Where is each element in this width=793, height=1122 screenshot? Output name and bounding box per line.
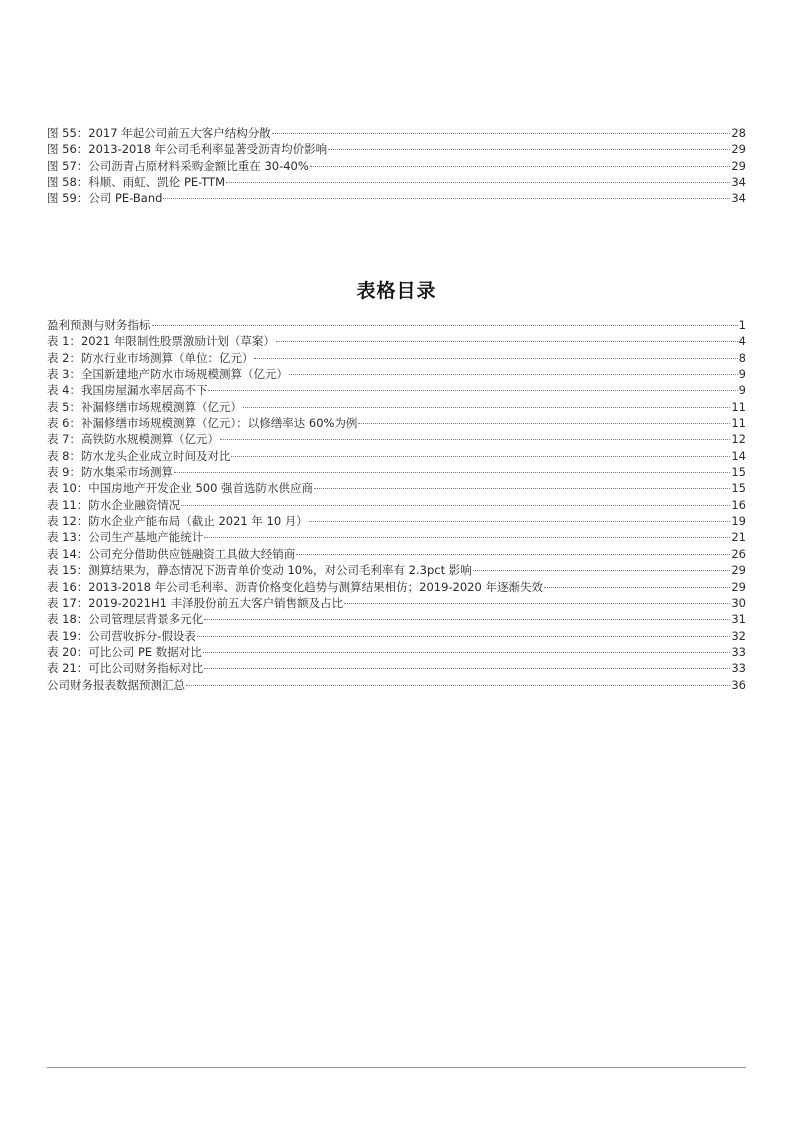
toc-entry[interactable] [47, 497, 746, 513]
toc-entry-page: 15 [731, 465, 746, 480]
toc-dot-leader [310, 166, 731, 167]
toc-dot-leader [276, 341, 738, 342]
toc-entry-page: 29 [731, 158, 746, 173]
toc-dot-leader [314, 488, 730, 489]
toc-entry-page: 34 [731, 191, 746, 206]
toc-entry-page: 26 [731, 546, 746, 561]
toc-entry-page: 29 [731, 579, 746, 594]
toc-dot-leader [204, 668, 730, 669]
toc-entry-page: 34 [731, 175, 746, 190]
toc-entry-label: 图 59：公司 PE-Band [47, 191, 163, 206]
toc-entry-label: 盈利预测与财务指标 [47, 318, 151, 332]
toc-entry-page: 14 [731, 448, 746, 463]
toc-entry[interactable] [47, 174, 746, 190]
toc-dot-leader [243, 407, 730, 408]
toc-entry[interactable] [47, 562, 746, 578]
toc-entry[interactable] [47, 333, 746, 349]
toc-entry-page: 36 [731, 677, 746, 692]
toc-entry[interactable] [47, 480, 746, 496]
toc-entry-label: 表 20：可比公司 PE 数据对比 [47, 644, 202, 659]
toc-dot-leader [163, 198, 730, 199]
toc-entry-page: 31 [731, 612, 746, 627]
toc-dot-leader [272, 133, 731, 134]
toc-entry[interactable] [47, 317, 746, 333]
toc-entry-label: 图 56：2013-2018 年公司毛利率显著受沥青均价影响 [47, 142, 328, 157]
toc-dot-leader [220, 439, 730, 440]
toc-dot-leader [289, 374, 738, 375]
toc-entry-label: 公司财务报表数据预测汇总 [47, 677, 185, 692]
toc-entry-page: 29 [731, 142, 746, 157]
toc-entry[interactable] [47, 125, 746, 141]
toc-entry-page: 1 [738, 318, 746, 332]
toc-entry-label: 表 12：防水企业产能布局（截止 2021 年 10 月） [47, 514, 308, 529]
toc-entry-label: 表 8：防水龙头企业成立时间及对比 [47, 448, 231, 463]
toc-entry-label: 表 10：中国房地产开发企业 500 强首选防水供应商 [47, 481, 314, 496]
toc-entry-label: 表 5：补漏修缮市场规模测算（亿元） [47, 399, 242, 414]
table-toc-list [47, 317, 746, 693]
toc-entry-label: 表 13：公司生产基地产能统计 [47, 530, 204, 545]
toc-entry-label: 图 58：科顺、雨虹、凯伦 PE-TTM [47, 175, 226, 190]
toc-entry-label: 表 19：公司营收拆分-假设表 [47, 628, 196, 643]
toc-entry[interactable] [47, 464, 746, 480]
toc-entry-label: 表 15：测算结果为，静态情况下沥青单价变动 10%，对公司毛利率有 2.3pct 影响 [47, 563, 472, 578]
toc-entry-page: 33 [731, 644, 746, 659]
toc-dot-leader [204, 619, 730, 620]
toc-entry[interactable] [47, 350, 746, 366]
toc-entry[interactable] [47, 158, 746, 174]
toc-entry[interactable] [47, 546, 746, 562]
toc-dot-leader [309, 521, 731, 522]
toc-entry[interactable] [47, 644, 746, 660]
toc-entry-label: 表 14：公司充分借助供应链融资工具做大经销商 [47, 546, 296, 561]
toc-entry-page: 19 [731, 514, 746, 529]
toc-entry[interactable] [47, 677, 746, 693]
toc-entry-page: 11 [731, 399, 746, 414]
toc-dot-leader [296, 554, 730, 555]
toc-entry[interactable] [47, 595, 746, 611]
toc-entry[interactable] [47, 431, 746, 447]
toc-entry-page: 8 [738, 350, 746, 365]
toc-entry-page: 11 [731, 416, 746, 431]
toc-entry[interactable] [47, 660, 746, 676]
toc-dot-leader [544, 587, 730, 588]
toc-dot-leader [181, 505, 730, 506]
toc-entry-label: 表 6：补漏修缮市场规模测算（亿元）：以修缮率达 60%为例 [47, 416, 358, 431]
toc-entry[interactable] [47, 399, 746, 415]
toc-entry[interactable] [47, 415, 746, 431]
toc-entry-page: 30 [731, 595, 746, 610]
toc-dot-leader [197, 636, 730, 637]
toc-entry-label: 图 57：公司沥青占原材料采购金额比重在 30-40% [47, 158, 309, 173]
toc-entry-label: 表 1：2021 年限制性股票激励计划（草案） [47, 334, 275, 349]
toc-dot-leader [204, 537, 730, 538]
toc-dot-leader [226, 182, 730, 183]
toc-entry-page: 21 [731, 530, 746, 545]
toc-entry[interactable] [47, 448, 746, 464]
toc-entry-label: 图 55：2017 年起公司前五大客户结构分散 [47, 126, 271, 140]
toc-dot-leader [231, 456, 730, 457]
toc-entry-label: 表 21：可比公司财务指标对比 [47, 661, 204, 676]
toc-entry-label: 表 4：我国房屋漏水率居高不下 [47, 383, 208, 398]
toc-entry-label: 表 9：防水集采市场测算 [47, 465, 173, 480]
toc-entry-label: 表 11：防水企业融资情况 [47, 497, 181, 512]
toc-entry-page: 12 [731, 432, 746, 447]
toc-dot-leader [152, 325, 738, 326]
table-toc-title: 表格目录 [356, 280, 437, 302]
toc-entry-page: 33 [731, 661, 746, 676]
toc-entry-page: 32 [731, 628, 746, 643]
toc-entry-page: 16 [731, 497, 746, 512]
toc-entry-label: 表 16：2013-2018 年公司毛利率、沥青价格变化趋势与测算结果相仿；2019-2020 年逐渐失效 [47, 579, 543, 594]
toc-entry[interactable] [47, 628, 746, 644]
toc-dot-leader [186, 685, 730, 686]
toc-dot-leader [328, 149, 730, 150]
toc-entry[interactable] [47, 382, 746, 398]
toc-entry[interactable] [47, 513, 746, 529]
toc-entry[interactable] [47, 529, 746, 545]
toc-dot-leader [203, 652, 731, 653]
footer-divider [47, 1067, 746, 1068]
toc-entry-page: 29 [731, 563, 746, 578]
toc-entry[interactable] [47, 611, 746, 627]
toc-entry-page: 28 [731, 126, 746, 140]
toc-entry[interactable] [47, 141, 746, 157]
toc-entry[interactable] [47, 579, 746, 595]
toc-entry-page: 9 [738, 383, 746, 398]
toc-dot-leader [358, 423, 730, 424]
toc-entry-label: 表 18：公司管理层背景多元化 [47, 612, 204, 627]
toc-dot-leader [473, 570, 731, 571]
toc-entry-label: 表 3：全国新建地产防水市场规模测算（亿元） [47, 367, 288, 382]
toc-dot-leader [208, 390, 737, 391]
toc-entry-label: 表 17：2019-2021H1 丰泽股份前五大客户销售额及占比 [47, 595, 344, 610]
toc-dot-leader [254, 358, 737, 359]
toc-entry[interactable] [47, 366, 746, 382]
toc-entry[interactable] [47, 190, 746, 206]
figure-toc-list [47, 125, 746, 207]
toc-entry-label: 表 2：防水行业市场测算（单位：亿元） [47, 350, 254, 365]
toc-dot-leader [174, 472, 730, 473]
toc-dot-leader [344, 603, 730, 604]
toc-entry-label: 表 7：高铁防水规模测算（亿元） [47, 432, 219, 447]
toc-entry-page: 4 [738, 334, 746, 349]
toc-entry-page: 15 [731, 481, 746, 496]
toc-entry-page: 9 [738, 367, 746, 382]
